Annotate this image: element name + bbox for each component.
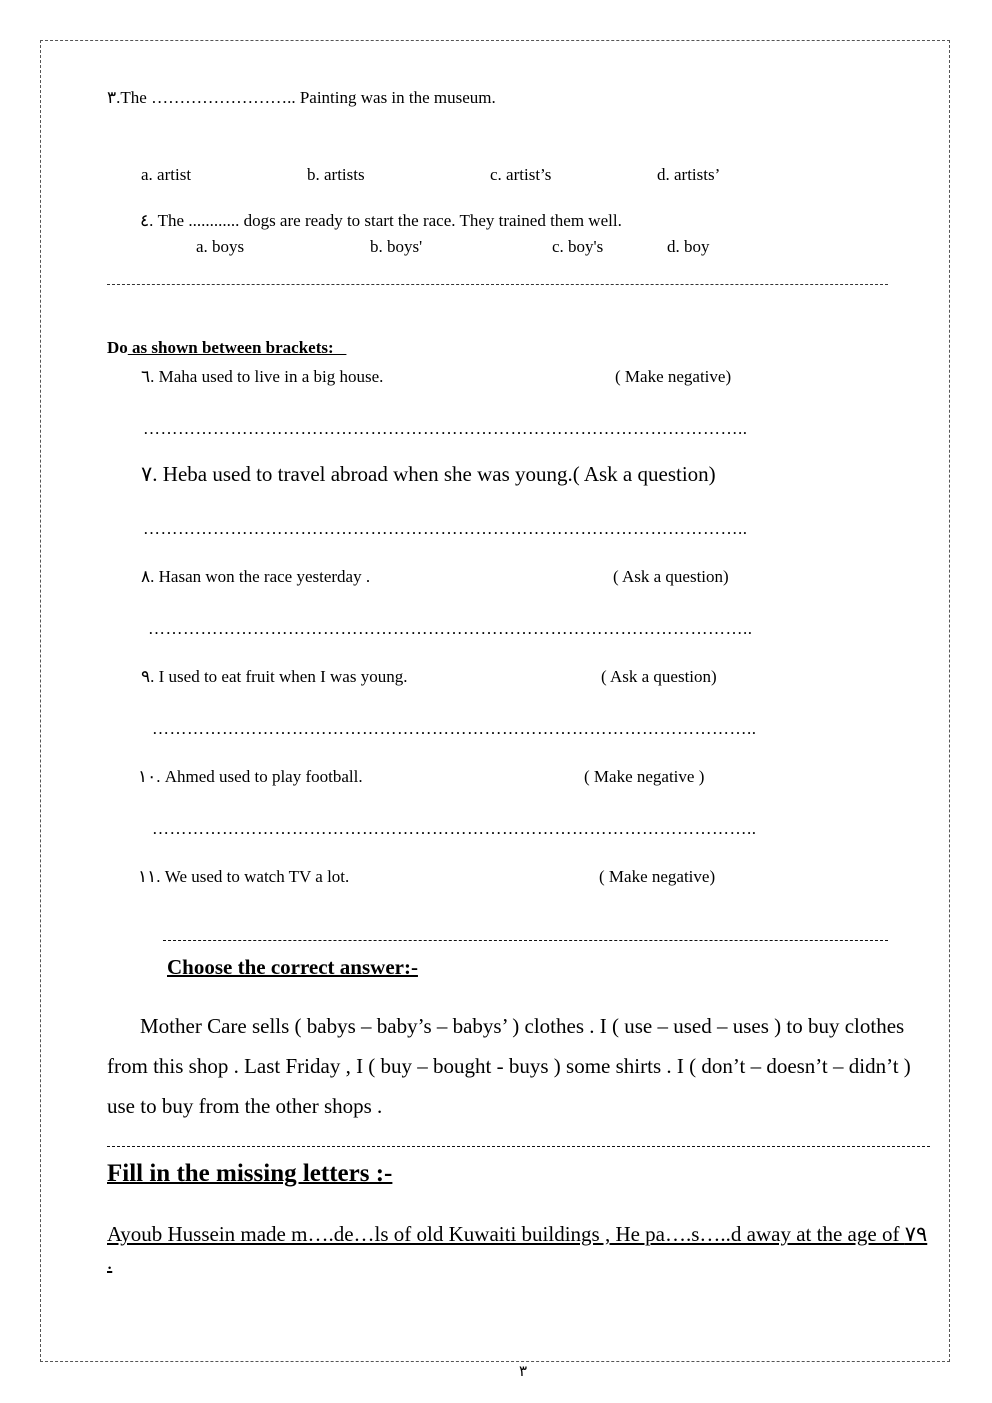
section-heading: Fill in the missing letters :- — [107, 1160, 393, 1187]
item-sentence: Heba used to travel abroad when she was young. — [162, 462, 573, 486]
item-sentence: Ahmed used to play football. — [164, 767, 363, 786]
item-instruction: ( Ask a question) — [572, 462, 716, 486]
question-text-before: The — [120, 88, 147, 107]
question-text-after: Painting was in the museum. — [299, 88, 496, 107]
item-instruction: ( Make negative) — [615, 367, 732, 386]
answer-line[interactable]: ………………………………………………………………………………………….. — [143, 519, 748, 538]
item-number: ١١. — [138, 867, 161, 886]
item-sentence: I used to eat fruit when I was young. — [158, 667, 408, 686]
exercise-item-10 — [138, 767, 363, 787]
option-a[interactable]: a. artist — [141, 165, 192, 184]
option-c[interactable]: c. boy's — [552, 237, 604, 256]
item-instruction: ( Make negative ) — [584, 767, 705, 786]
exercise-item-9 — [141, 667, 407, 687]
option-b[interactable]: b. boys' — [370, 237, 423, 256]
exercise-item-8 — [141, 567, 370, 587]
section-divider — [163, 940, 888, 941]
item-instruction: ( Make negative) — [599, 867, 716, 886]
section-heading: Choose the correct answer:- — [167, 955, 418, 979]
question-text: The ............ dogs are ready to start the race. They trained them well. — [157, 211, 622, 230]
item-number: ٨. — [141, 567, 155, 586]
choose-paragraph: Mother Care sells ( babys – baby’s – babys’ ) clothes . I ( use – used – uses ) to buy clothes from this shop . Last Friday , I ( buy – bought - buys ) some shirts . I ( don’t – doesn’t – didn’t ) use to buy from the other shops . — [107, 1014, 911, 1118]
answer-line[interactable]: ………………………………………………………………………………………….. — [152, 719, 757, 738]
exercise-item-7 — [141, 462, 716, 487]
page-number: ٣ — [519, 1364, 528, 1380]
option-a[interactable]: a. boys — [196, 237, 245, 256]
item-instruction: ( Ask a question) — [601, 667, 717, 686]
exercise-item-11 — [138, 867, 349, 887]
item-sentence: We used to watch TV a lot. — [164, 867, 350, 886]
item-number: ٦. — [141, 367, 155, 386]
section-heading — [107, 338, 346, 358]
item-number: ٧. — [141, 462, 158, 486]
section-divider — [107, 1146, 930, 1147]
question-3 — [107, 88, 496, 108]
item-number: ١٠. — [138, 767, 161, 786]
option-d[interactable]: d. boy — [667, 237, 710, 256]
question-number: ٤. — [140, 211, 154, 230]
item-instruction: ( Ask a question) — [613, 567, 729, 586]
question-number: ٣. — [107, 88, 121, 107]
item-sentence: Hasan won the race yesterday . — [158, 567, 371, 586]
question-4 — [140, 211, 622, 231]
answer-blank[interactable]: …………………….. — [151, 88, 296, 107]
fill-paragraph: Ayoub Hussein made m….de…ls of old Kuwaiti buildings , He pa….s…..d away at the age of ٧٩ . — [107, 1222, 928, 1274]
item-number: ٩. — [141, 667, 155, 686]
item-sentence: Maha used to live in a big house. — [158, 367, 384, 386]
option-d[interactable]: d. artists’ — [657, 165, 721, 184]
option-c[interactable]: c. artist’s — [490, 165, 552, 184]
exercise-item-6 — [141, 367, 383, 387]
answer-line[interactable]: ………………………………………………………………………………………….. — [143, 419, 748, 438]
option-b[interactable]: b. artists — [307, 165, 365, 184]
heading-text: as shown between brackets: — [127, 338, 347, 357]
section-divider — [107, 284, 888, 285]
answer-line[interactable]: ………………………………………………………………………………………….. — [152, 819, 757, 838]
answer-line[interactable]: ………………………………………………………………………………………….. — [148, 619, 753, 638]
heading-prefix: Do — [107, 338, 128, 357]
